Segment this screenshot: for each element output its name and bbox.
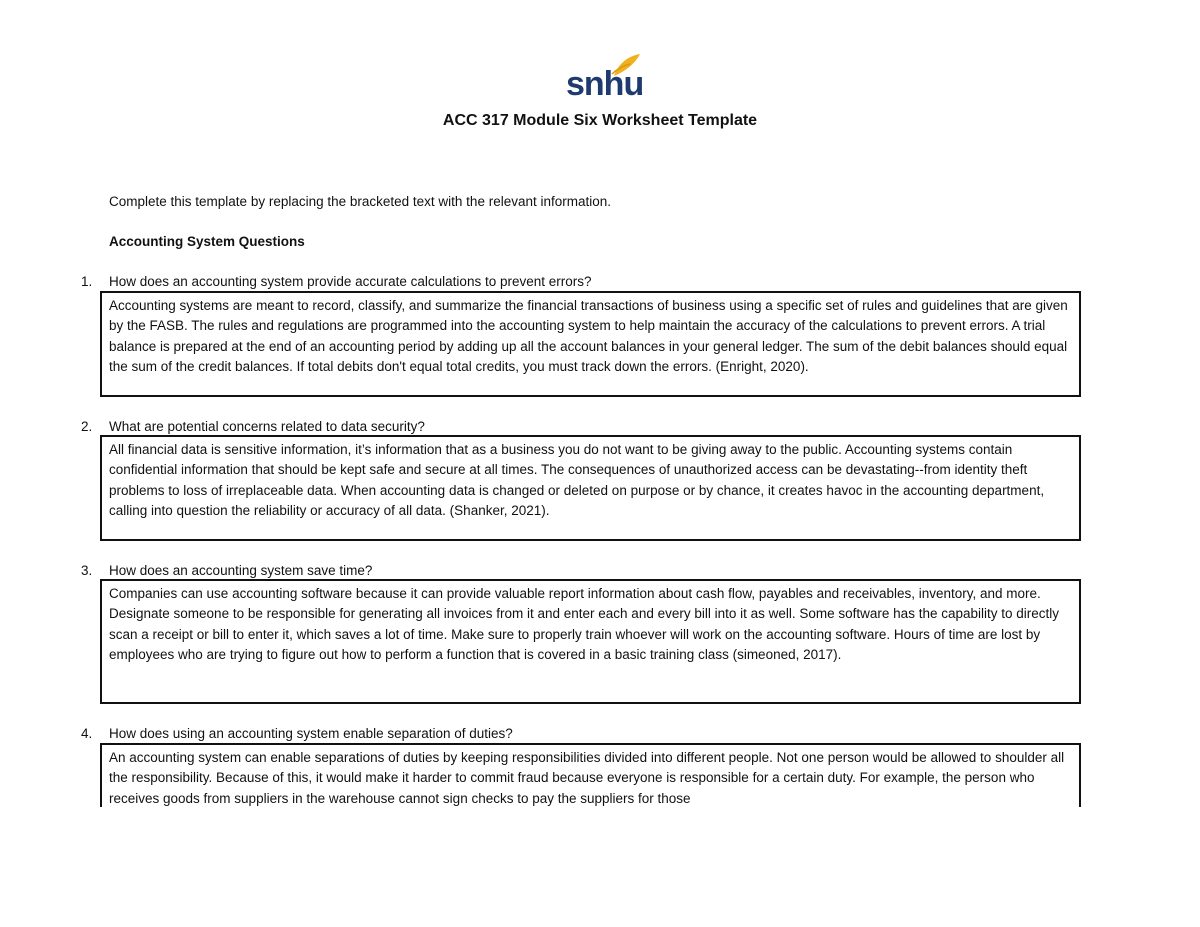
question-number: 3. [81, 563, 93, 578]
question-text: How does using an accounting system enable separation of duties? [109, 726, 513, 741]
logo-wordmark: snhu [566, 65, 644, 103]
document-title: ACC 317 Module Six Worksheet Template [442, 112, 758, 129]
question-text: How does an accounting system provide accurate calculations to prevent errors? [109, 274, 592, 289]
question-number: 4. [81, 726, 93, 741]
question-text: How does an accounting system save time? [109, 563, 373, 578]
question-number: 2. [81, 419, 93, 434]
answer-field[interactable]: An accounting system can enable separations of duties by keeping responsibilities divided into different people. Not one person would be allowed to shoulder all the responsibility. Because of this, it would make it harder to commit fraud because everyone is responsible for a certain duty. For example, the person who receives goods from suppliers in the warehouse cannot sign checks to pay the suppliers for those [100, 743, 1081, 807]
answer-field[interactable]: All financial data is sensitive information, it’s information that as a business you do not want to be giving away to the public. Accounting systems contain confidential information that should be kept safe and secure at all times. The consequences of unauthorized access can be devastating--from identity theft problems to loss of irreplaceable data. When accounting data is changed or deleted on purpose or by chance, it creates havoc in the accounting department, calling into question the reliability or accuracy of all data. (Shanker, 2021). [100, 435, 1081, 541]
answer-field[interactable]: Accounting systems are meant to record, classify, and summarize the financial transactions of business using a specific set of rules and guidelines that are given by the FASB. The rules and regulations are programmed into the accounting system to help maintain the accuracy of the calculations to prevent errors. A trial balance is prepared at the end of an accounting period by adding up all the account balances in your general ledger. The sum of the debit balances should equal the sum of the credit balances. If total debits don't equal total credits, you must track down the errors. (Enright, 2020). [100, 291, 1081, 397]
question-text: What are potential concerns related to data security? [109, 419, 425, 434]
question-number: 1. [81, 274, 93, 289]
answer-field[interactable]: Companies can use accounting software because it can provide valuable report information about cash flow, payables and receivables, inventory, and more. Designate someone to be responsible for generating all invoices from it and enter each and every bill into it as well. Some software has the capability to directly scan a receipt or bill to enter it, which saves a lot of time. Make sure to properly train whoever will work on the accounting software. Hours of time are lost by employees who are trying to figure out how to perform a function that is covered in a basic training class (simeoned, 2017). [100, 579, 1081, 704]
snhu-logo [562, 52, 642, 104]
section-heading: Accounting System Questions [109, 234, 305, 249]
intro-text: Complete this template by replacing the bracketed text with the relevant information. [109, 194, 612, 209]
